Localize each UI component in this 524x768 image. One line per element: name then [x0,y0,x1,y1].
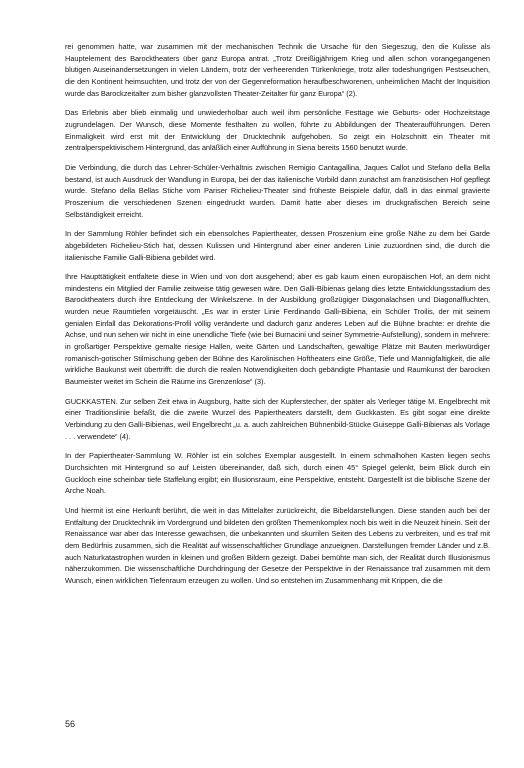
paragraph-2: Das Erlebnis aber blieb einmalig und unwiederholbar auch weil ihm persönliche Festtage wie Geburts- oder Hochzeitstage zugrundelagen. Der Wunsch, diese Momente festhalten zu wollen, führte zu Abbildungen der Theateraufführungen. Deren Einmaligkeit wird erst mit der Entwicklung der Drucktechnik aufgehoben. So zeigt ein Holzschnitt ein Theater mit zentralperspektivischem Hintergrund, das anläßlich einer Aufführung in Siena bereits 1560 benutzt wurde. [65,108,490,153]
paragraph-8: Und hiermit ist eine Herkunft berührt, die weit in das Mittelalter zurückreicht, die Bibeldarstellungen. Diese standen auch bei der Entfaltung der Drucktechnik im Vordergrund und bildeten den größten Themenkomplex noch bis weit in die Neuzeit hinein. Seit der Renaissance war aber das Interesse gewachsen, die unbekannten und skurrilen Seiten des Lebens zu verbreiten, und es traf mit dem Bedürfnis zusammen, sich die Realität auf wissenschaftlicher Grundlage anzueignen. Darstellungen fremder Länder und z.B. auch Naturkatastrophen wurden in kleinen und großen Bildern gezeigt. Dabei bemühte man sich, der Realität durch Illusionismus näherzukommen. Die wissenschaftliche Durchdringung der Gesetze der Perspektive in der Renaissance traf zusammen mit dem Wunsch, einen wirklichen Tiefenraum erzeugen zu wollen. Und so entstehen im Zusammenhang mit Krippen, die die [65,505,490,585]
paragraph-3: Die Verbindung, die durch das Lehrer-Schüler-Verhältnis zwischen Remigio Cantagallina, Jaques Callot und Stefano della Bella bestand, ist auch Ausdruck der Wandlung in Europa, bei der das italienische Vorbild dann zunächst am französischen Hof gepflegt wurde. Stefano della Bellas Stiche vom Pariser Richelieu-Theater sind früheste Beispiele dafür, daß in das einmal gravierte Proszenium die verschiedenen Szenen eingedruckt wurden. Damit hatte aber dieses im druckgrafischen Bereich seine Selbständigkeit erreicht. [65,162,490,219]
paragraph-1: rei genommen hatte, war zusammen mit der mechanischen Technik die Ursache für den Siegeszug, den die Kulisse als Hauptelement des Barocktheaters über ganz Europa antrat. „Trotz Dreißigjährigem Krieg und allen schon vorangegangenen blutigen Auseinandersetzungen in vielen Ländern, trotz der verheerenden Türkenkriege, trotz aller todeshungrigen Pestseuchen, die den Kontinent heimsuchten, und trotz der von der Gegenreformation heraufbeschworenen, unheimlichen Macht der Inquisition wurde das Barockzeitalter zum bisher glanzvollsten Theater-Zeitalter für ganz Europa“ (2). [65,42,490,98]
page-number: 56 [65,719,76,729]
paragraph-4: In der Sammlung Röhler befindet sich ein ebensolches Papiertheater, dessen Proszenium eine große Nähe zu dem bei Garde abgebildeten Richelieu-Stich hat, dessen Kulissen und Hintergrund aber einer anderen Linie zuzuordnen sind, die durch die italienische Familie Galli-Bibiena gebildet wird. [65,229,490,262]
paragraph-5: Ihre Haupttätigkeit entfaltete diese in Wien und von dort ausgehend; aber es gab kaum einen europäischen Hof, an dem nicht mindestens ein Mitglied der Familie zeitweise tätig gewesen wäre. Den Galli-Bibienas gelang dies letzte Entwicklungsstadium des Barocktheaters durch ihre Entdeckung der Winkelszene. In der Ausbildung großzügiger Diagonalachsen und Diagonalfluchten, wurden neue Raumtiefen vorgetäuscht. „Es war in erster Linie Ferdinando Galli-Bibiena, ein Schüler Troilis, der mit seinem genialen Einfall das Dekorations-Profil völlig veränderte und dadurch ganz anderes Leben auf die Bühne brachte: er drehte die Achse, und nun sehen wir nicht in eine unendliche Tiefe (wie bei Burnacini und seiner Symmetrie-Aufstellung), sondern in mehrere: in großartiger Perspektive gemalte riesige Hallen, weite Gärten und Landschaften, gewaltige Plätze mit Bauten merkwürdiger romanisch-gotischer Stilmischung geben der Bühne des Karolinischen Hoftheaters eine Größe, Tiefe und Mannigfaltigkeit, die alle wirkliche Baukunst weit übertrifft: die durch die realen Notwendigkeiten doch gebändigte Phantasie und Raumkunst der barocken Baumeister weitet im Schein die Räume ins Grenzenlose“ (3). [65,272,490,387]
paragraph-7: In der Papiertheater-Sammlung W. Röhler ist ein solches Exemplar ausgestellt. In einem schmalhohen Kasten liegen sechs Durchsichten mit Hintergrund so auf Leisten übereinander, daß sich, durch einen 45° Spiegel gelenkt, beim Blick durch ein Guckloch eine scheinbar tiefe Staffelung ergibt; ein Illusionsraum, eine Perspektive, entsteht. Dargestellt ist die biblische Szene der Arche Noah. [65,451,490,496]
paragraph-6: GUCKKASTEN. Zur selben Zeit etwa in Augsburg, hatte sich der Kupferstecher, der später als Verleger tätige M. Engelbrecht mit einer Traditionslinie befaßt, die die zweite Wurzel des Papiertheaters darstellt, dem Guckkasten. Es gibt sogar eine direkte Verbindung zu den Galli-Bibienas, weil Engelbrecht „u. a. auch zahlreichen Bühnenbild-Stücke Guiseppe Galli-Bibienas als Vorlage . . . verwendete“ (4). [65,396,490,441]
